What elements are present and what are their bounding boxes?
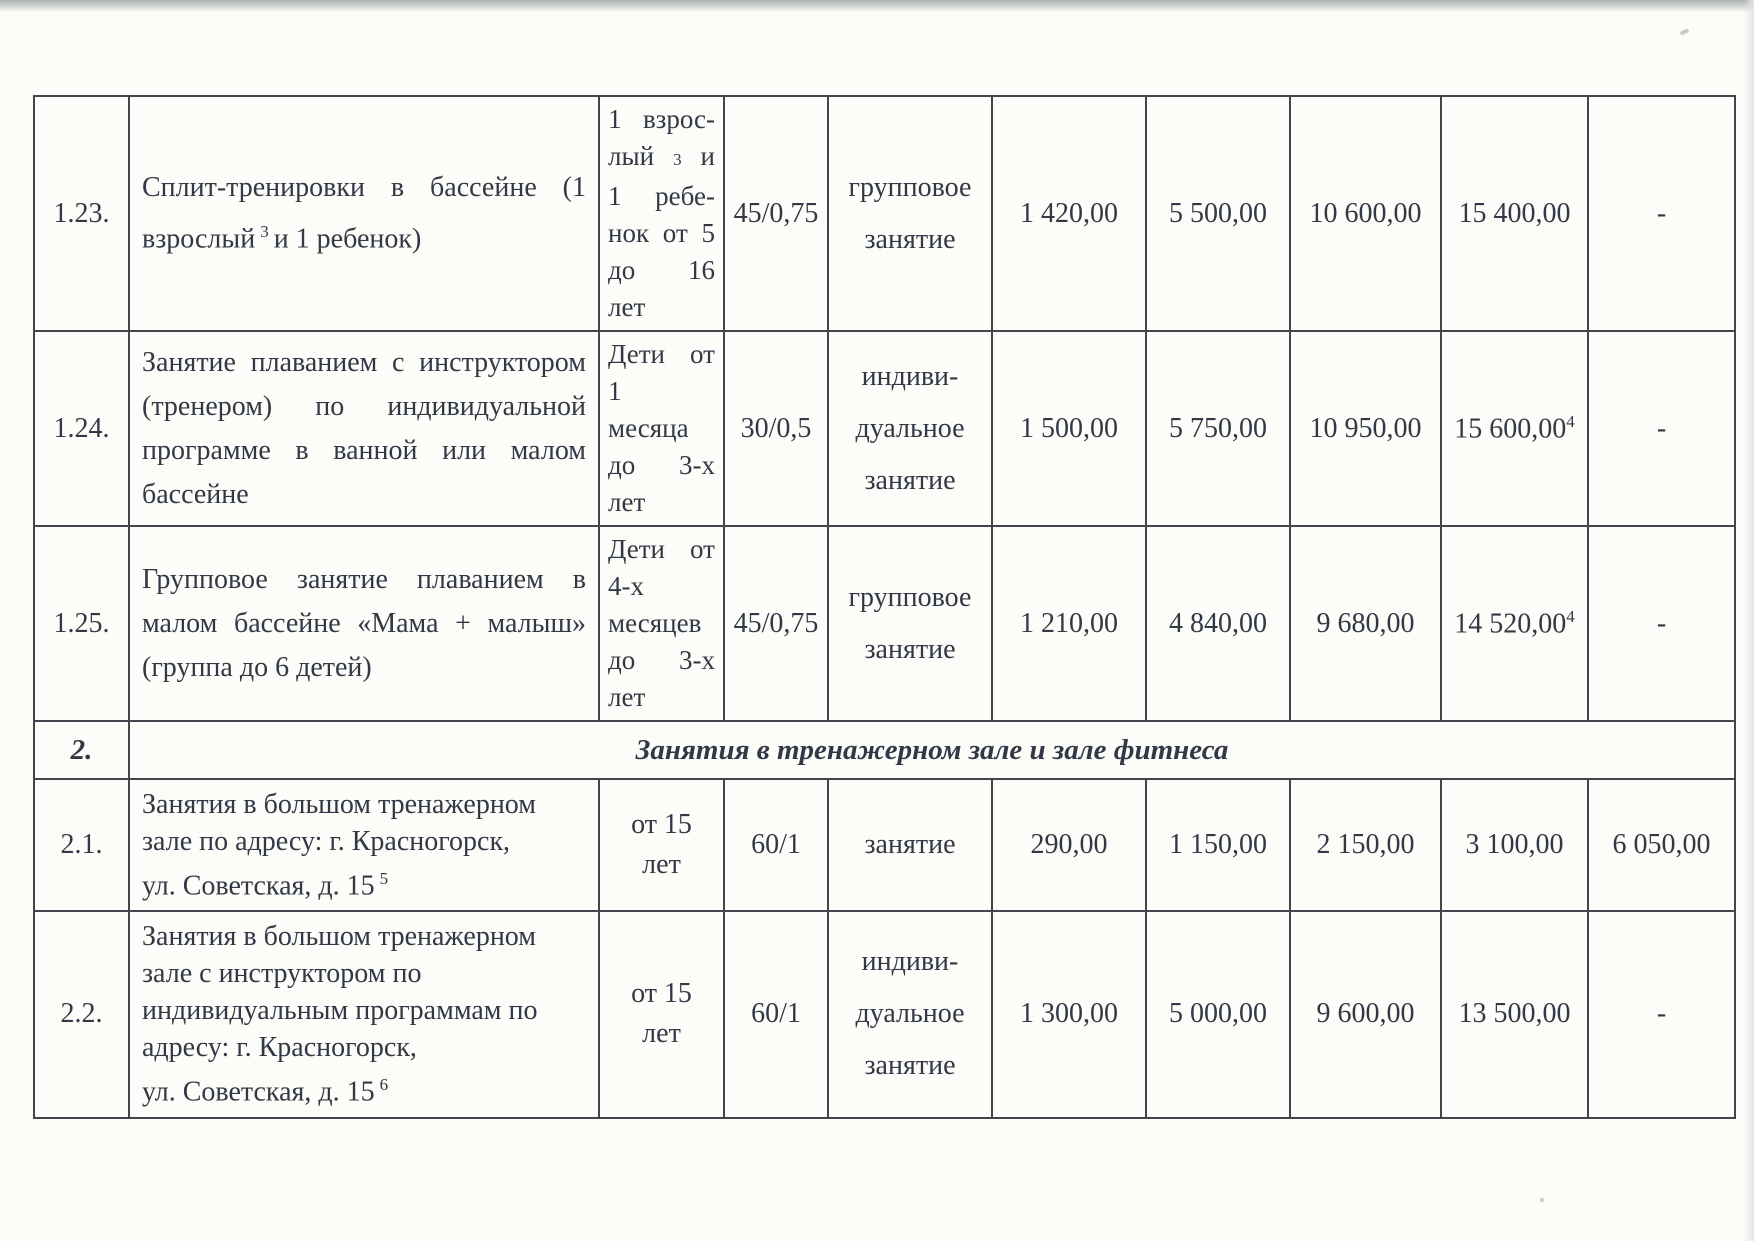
service-name-cell xyxy=(129,331,599,526)
session-type-line: занятие xyxy=(864,633,956,665)
age-line: месяцев xyxy=(608,608,702,638)
footnote-ref: 4 xyxy=(1566,606,1575,626)
price-col-4-cell: 15 400,00 xyxy=(1441,96,1588,331)
price-col-3-cell: 2 150,00 xyxy=(1290,779,1441,911)
price-col-5-cell: - xyxy=(1588,331,1735,526)
price-col-3-cell: 9 680,00 xyxy=(1290,526,1441,721)
service-line: Сплит-тренировки в бассейне (1 xyxy=(142,171,586,203)
session-type-cell xyxy=(828,911,992,1117)
age-line: лет xyxy=(642,1018,681,1050)
age-line: до 3-х xyxy=(608,645,715,675)
age-line: от 15 xyxy=(631,809,692,841)
scan-artifact xyxy=(1540,1198,1544,1202)
service-line: адресу: г. Красногорск, xyxy=(142,1032,417,1064)
price-text: 15 600,00 xyxy=(1454,413,1567,445)
session-type-cell xyxy=(828,779,992,911)
scan-edge-right xyxy=(1744,0,1754,1241)
price-col-2-cell: 5 500,00 xyxy=(1146,96,1290,331)
service-line: (группа до 6 детей) xyxy=(142,651,372,683)
service-line: зале с инструктором по xyxy=(142,958,422,990)
section-2-header-row xyxy=(34,721,1735,779)
footnote-ref: 3 xyxy=(260,221,269,241)
age-line: нок от 5 xyxy=(608,218,715,248)
table-row-2-1 xyxy=(34,779,1735,911)
price-col-1-cell: 1 210,00 xyxy=(992,526,1146,721)
section-title-cell: Занятия в тренажерном зале и зале фитнеса xyxy=(129,721,1735,779)
session-type-line: занятие xyxy=(864,829,956,861)
duration-cell: 60/1 xyxy=(724,911,828,1117)
age-cell xyxy=(599,779,724,911)
service-name-cell xyxy=(129,526,599,721)
duration-cell: 60/1 xyxy=(724,779,828,911)
age-line: Дети от xyxy=(608,339,715,369)
service-line: (тренером) по индивидуальной xyxy=(142,390,586,422)
price-col-5-cell: - xyxy=(1588,911,1735,1117)
age-line: до 16 xyxy=(608,255,715,285)
footnote-ref: 3 xyxy=(673,150,682,169)
service-line: малом бассейне «Мама + малыш» xyxy=(142,607,586,639)
price-col-3-cell: 10 950,00 xyxy=(1290,331,1441,526)
price-col-3-cell: 10 600,00 xyxy=(1290,96,1441,331)
age-cell xyxy=(599,526,724,721)
age-line: от 15 xyxy=(631,978,692,1010)
session-type-line: групповое xyxy=(848,581,972,613)
age-line: лет xyxy=(608,292,646,322)
price-col-2-cell: 5 000,00 xyxy=(1146,911,1290,1117)
session-type-cell xyxy=(828,526,992,721)
service-line xyxy=(142,860,586,904)
price-col-4-cell: 13 500,00 xyxy=(1441,911,1588,1117)
service-line xyxy=(142,210,586,261)
age-line: месяца xyxy=(608,413,689,443)
row-number-cell: 1.24. xyxy=(34,331,129,526)
session-type-line: индиви- xyxy=(861,360,959,392)
age-line: 1 взрос- xyxy=(608,104,715,134)
age-line xyxy=(608,138,715,178)
footnote-ref: 5 xyxy=(379,869,389,888)
service-text: взрослый xyxy=(142,223,256,255)
service-line: зале по адресу: г. Красногорск, xyxy=(142,826,511,857)
scan-edge-top xyxy=(0,0,1754,12)
age-cell xyxy=(599,911,724,1117)
duration-cell: 30/0,5 xyxy=(724,331,828,526)
age-line: 1 xyxy=(608,376,622,406)
row-number-cell: 2.2. xyxy=(34,911,129,1117)
table-row-1-25 xyxy=(34,526,1735,721)
footnote-ref: 4 xyxy=(1566,411,1575,431)
table-row-1-24 xyxy=(34,331,1735,526)
session-type-line: дуальное xyxy=(855,412,965,444)
service-line: Занятие плаванием с инструктором xyxy=(142,346,586,378)
section-number-cell: 2. xyxy=(34,721,129,779)
session-type-line: занятие xyxy=(864,1050,956,1082)
service-name-cell xyxy=(129,779,599,911)
price-col-1-cell: 290,00 xyxy=(992,779,1146,911)
row-number-cell: 1.25. xyxy=(34,526,129,721)
age-line: до 3-х xyxy=(608,450,715,480)
price-col-4-cell xyxy=(1441,331,1588,526)
price-col-1-cell: 1 500,00 xyxy=(992,331,1146,526)
price-col-1-cell: 1 300,00 xyxy=(992,911,1146,1117)
age-line: лет xyxy=(642,849,681,881)
price-col-2-cell: 1 150,00 xyxy=(1146,779,1290,911)
table-row-2-2 xyxy=(34,911,1735,1117)
price-col-1-cell: 1 420,00 xyxy=(992,96,1146,331)
session-type-line: дуальное xyxy=(855,998,965,1030)
price-col-4-cell: 3 100,00 xyxy=(1441,779,1588,911)
duration-cell: 45/0,75 xyxy=(724,526,828,721)
price-col-4-cell xyxy=(1441,526,1588,721)
row-number-cell: 1.23. xyxy=(34,96,129,331)
service-name-cell xyxy=(129,911,599,1117)
service-line: программе в ванной или малом xyxy=(142,434,586,466)
age-text: и xyxy=(700,141,715,171)
age-line: 4-х xyxy=(608,571,644,601)
service-line xyxy=(142,1066,586,1110)
row-number-cell: 2.1. xyxy=(34,779,129,911)
service-line: Занятия в большом тренажерном xyxy=(142,921,536,953)
session-type-cell xyxy=(828,331,992,526)
session-type-line: индиви- xyxy=(861,946,959,978)
session-type-cell xyxy=(828,96,992,331)
service-line: Занятия в большом тренажерном xyxy=(142,789,536,820)
price-table xyxy=(33,95,1736,1119)
age-line: лет xyxy=(608,487,646,517)
price-col-3-cell: 9 600,00 xyxy=(1290,911,1441,1117)
service-text: ул. Советская, д. 15 xyxy=(142,870,375,902)
age-cell xyxy=(599,96,724,331)
service-line: Групповое занятие плаванием в xyxy=(142,563,586,595)
price-col-2-cell: 4 840,00 xyxy=(1146,526,1290,721)
price-col-5-cell: 6 050,00 xyxy=(1588,779,1735,911)
age-line: лет xyxy=(608,682,646,712)
price-col-2-cell: 5 750,00 xyxy=(1146,331,1290,526)
session-type-line: занятие xyxy=(864,223,956,255)
service-line: бассейне xyxy=(142,478,249,510)
service-line: индивидуальным программам по xyxy=(142,995,538,1027)
age-text: лый xyxy=(608,141,655,171)
age-cell xyxy=(599,331,724,526)
session-type-line: занятие xyxy=(864,464,956,496)
duration-cell: 45/0,75 xyxy=(724,96,828,331)
price-col-5-cell: - xyxy=(1588,526,1735,721)
service-text: и 1 ребенок) xyxy=(273,223,422,255)
footnote-ref: 6 xyxy=(379,1075,389,1095)
service-text: ул. Советская, д. 15 xyxy=(142,1076,375,1108)
age-line: Дети от xyxy=(608,534,715,564)
service-name-cell xyxy=(129,96,599,331)
price-col-5-cell: - xyxy=(1588,96,1735,331)
scan-artifact xyxy=(1680,28,1690,35)
table-row-1-23 xyxy=(34,96,1735,331)
age-line: 1 ребе- xyxy=(608,181,715,211)
price-text: 14 520,00 xyxy=(1454,608,1567,640)
session-type-line: групповое xyxy=(848,171,972,203)
